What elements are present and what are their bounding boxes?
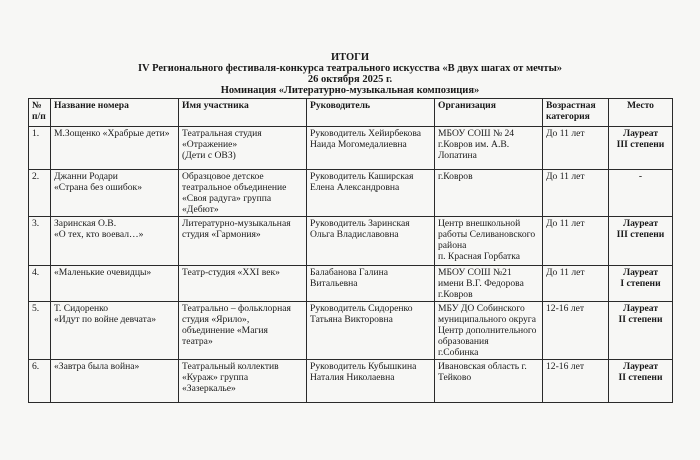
- table-row: [29, 302, 673, 360]
- header-leader: Руководитель: [307, 99, 435, 127]
- row-leader: Руководитель Сидоренко Татьяна Викторовна: [307, 302, 435, 360]
- row-age: До 11 лет: [543, 170, 609, 217]
- row-place: Лауреат III степени: [609, 217, 673, 266]
- row-age: До 11 лет: [543, 266, 609, 302]
- header-participant: Имя участника: [179, 99, 307, 127]
- row-place: Лауреат II степени: [609, 360, 673, 403]
- event-date: 26 октября 2025 г.: [307, 74, 393, 85]
- row-leader: Руководитель Заринская Ольга Владиславовна: [307, 217, 435, 266]
- row-participant: Образцовое детское театральное объединение «Своя радуга» группа «Дебют»: [179, 170, 307, 217]
- row-num: 3.: [29, 217, 51, 266]
- row-num: 5.: [29, 302, 51, 360]
- row-participant: Театральная студия «Отражение» (Дети с ОВЗ): [179, 127, 307, 170]
- row-title: «Завтра была война»: [51, 360, 179, 403]
- row-num: 1.: [29, 127, 51, 170]
- row-title: Джанни Родари «Страна без ошибок»: [51, 170, 179, 217]
- row-organization: МБОУ СОШ №21 имени В.Г. Федорова г.Ковров: [435, 266, 543, 302]
- table-row: [29, 170, 673, 217]
- row-participant: Театрально – фольклорная студия «Ярило», объединение «Магия театра»: [179, 302, 307, 360]
- festival-name: IV Регионального фестиваля-конкурса театрального искусства «В двух шагах от мечты»: [137, 63, 563, 74]
- row-title: Т. Сидоренко «Идут по войне девчата»: [51, 302, 179, 360]
- table-row: [29, 360, 673, 403]
- row-title: «Маленькие очевидцы»: [51, 266, 179, 302]
- row-title: Заринская О.В. «О тех, кто воевал…»: [51, 217, 179, 266]
- row-place: Лауреат III степени: [609, 127, 673, 170]
- row-place: Лауреат I степени: [609, 266, 673, 302]
- header-organization: Организация: [435, 99, 543, 127]
- row-organization: Центр внешкольной работы Селивановского района п. Красная Горбатка: [435, 217, 543, 266]
- row-participant: Литературно-музыкальная студия «Гармония»: [179, 217, 307, 266]
- header-num: № п/п: [29, 99, 51, 127]
- row-num: 6.: [29, 360, 51, 403]
- table-row: [29, 217, 673, 266]
- row-place: Лауреат II степени: [609, 302, 673, 360]
- row-leader: Руководитель Кубышкина Наталия Николаевна: [307, 360, 435, 403]
- row-leader: Руководитель Каширская Елена Александровна: [307, 170, 435, 217]
- table-row: [29, 266, 673, 302]
- row-organization: МБОУ СОШ № 24 г.Ковров им. А.В. Лопатина: [435, 127, 543, 170]
- header-place: Место: [609, 99, 673, 127]
- table-row: [29, 127, 673, 170]
- row-age: До 11 лет: [543, 217, 609, 266]
- row-organization: г.Ковров: [435, 170, 543, 217]
- row-num: 2.: [29, 170, 51, 217]
- row-place: -: [609, 170, 673, 217]
- row-participant: Театр-студия «XXI век»: [179, 266, 307, 302]
- row-age: 12-16 лет: [543, 302, 609, 360]
- row-num: 4.: [29, 266, 51, 302]
- header-title: Название номера: [51, 99, 179, 127]
- row-organization: МБУ ДО Собинского муниципального округа Центр дополнительного образования г.Собинка: [435, 302, 543, 360]
- row-title: М.Зощенко «Храбрые дети»: [51, 127, 179, 170]
- row-age: 12-16 лет: [543, 360, 609, 403]
- document-title: ИТОГИ: [330, 52, 370, 63]
- row-leader: Балабанова Галина Витальевна: [307, 266, 435, 302]
- row-age: До 11 лет: [543, 127, 609, 170]
- table-header-row: [29, 99, 673, 127]
- row-organization: Ивановская область г. Тейково: [435, 360, 543, 403]
- header-age: Возрастная категория: [543, 99, 609, 127]
- nomination: Номинация «Литературно-музыкальная композиция»: [220, 85, 480, 96]
- row-participant: Театральный коллектив «Кураж» группа «Зазеркалье»: [179, 360, 307, 403]
- results-table: [28, 98, 673, 403]
- row-leader: Руководитель Хейирбекова Наида Могомедалиевна: [307, 127, 435, 170]
